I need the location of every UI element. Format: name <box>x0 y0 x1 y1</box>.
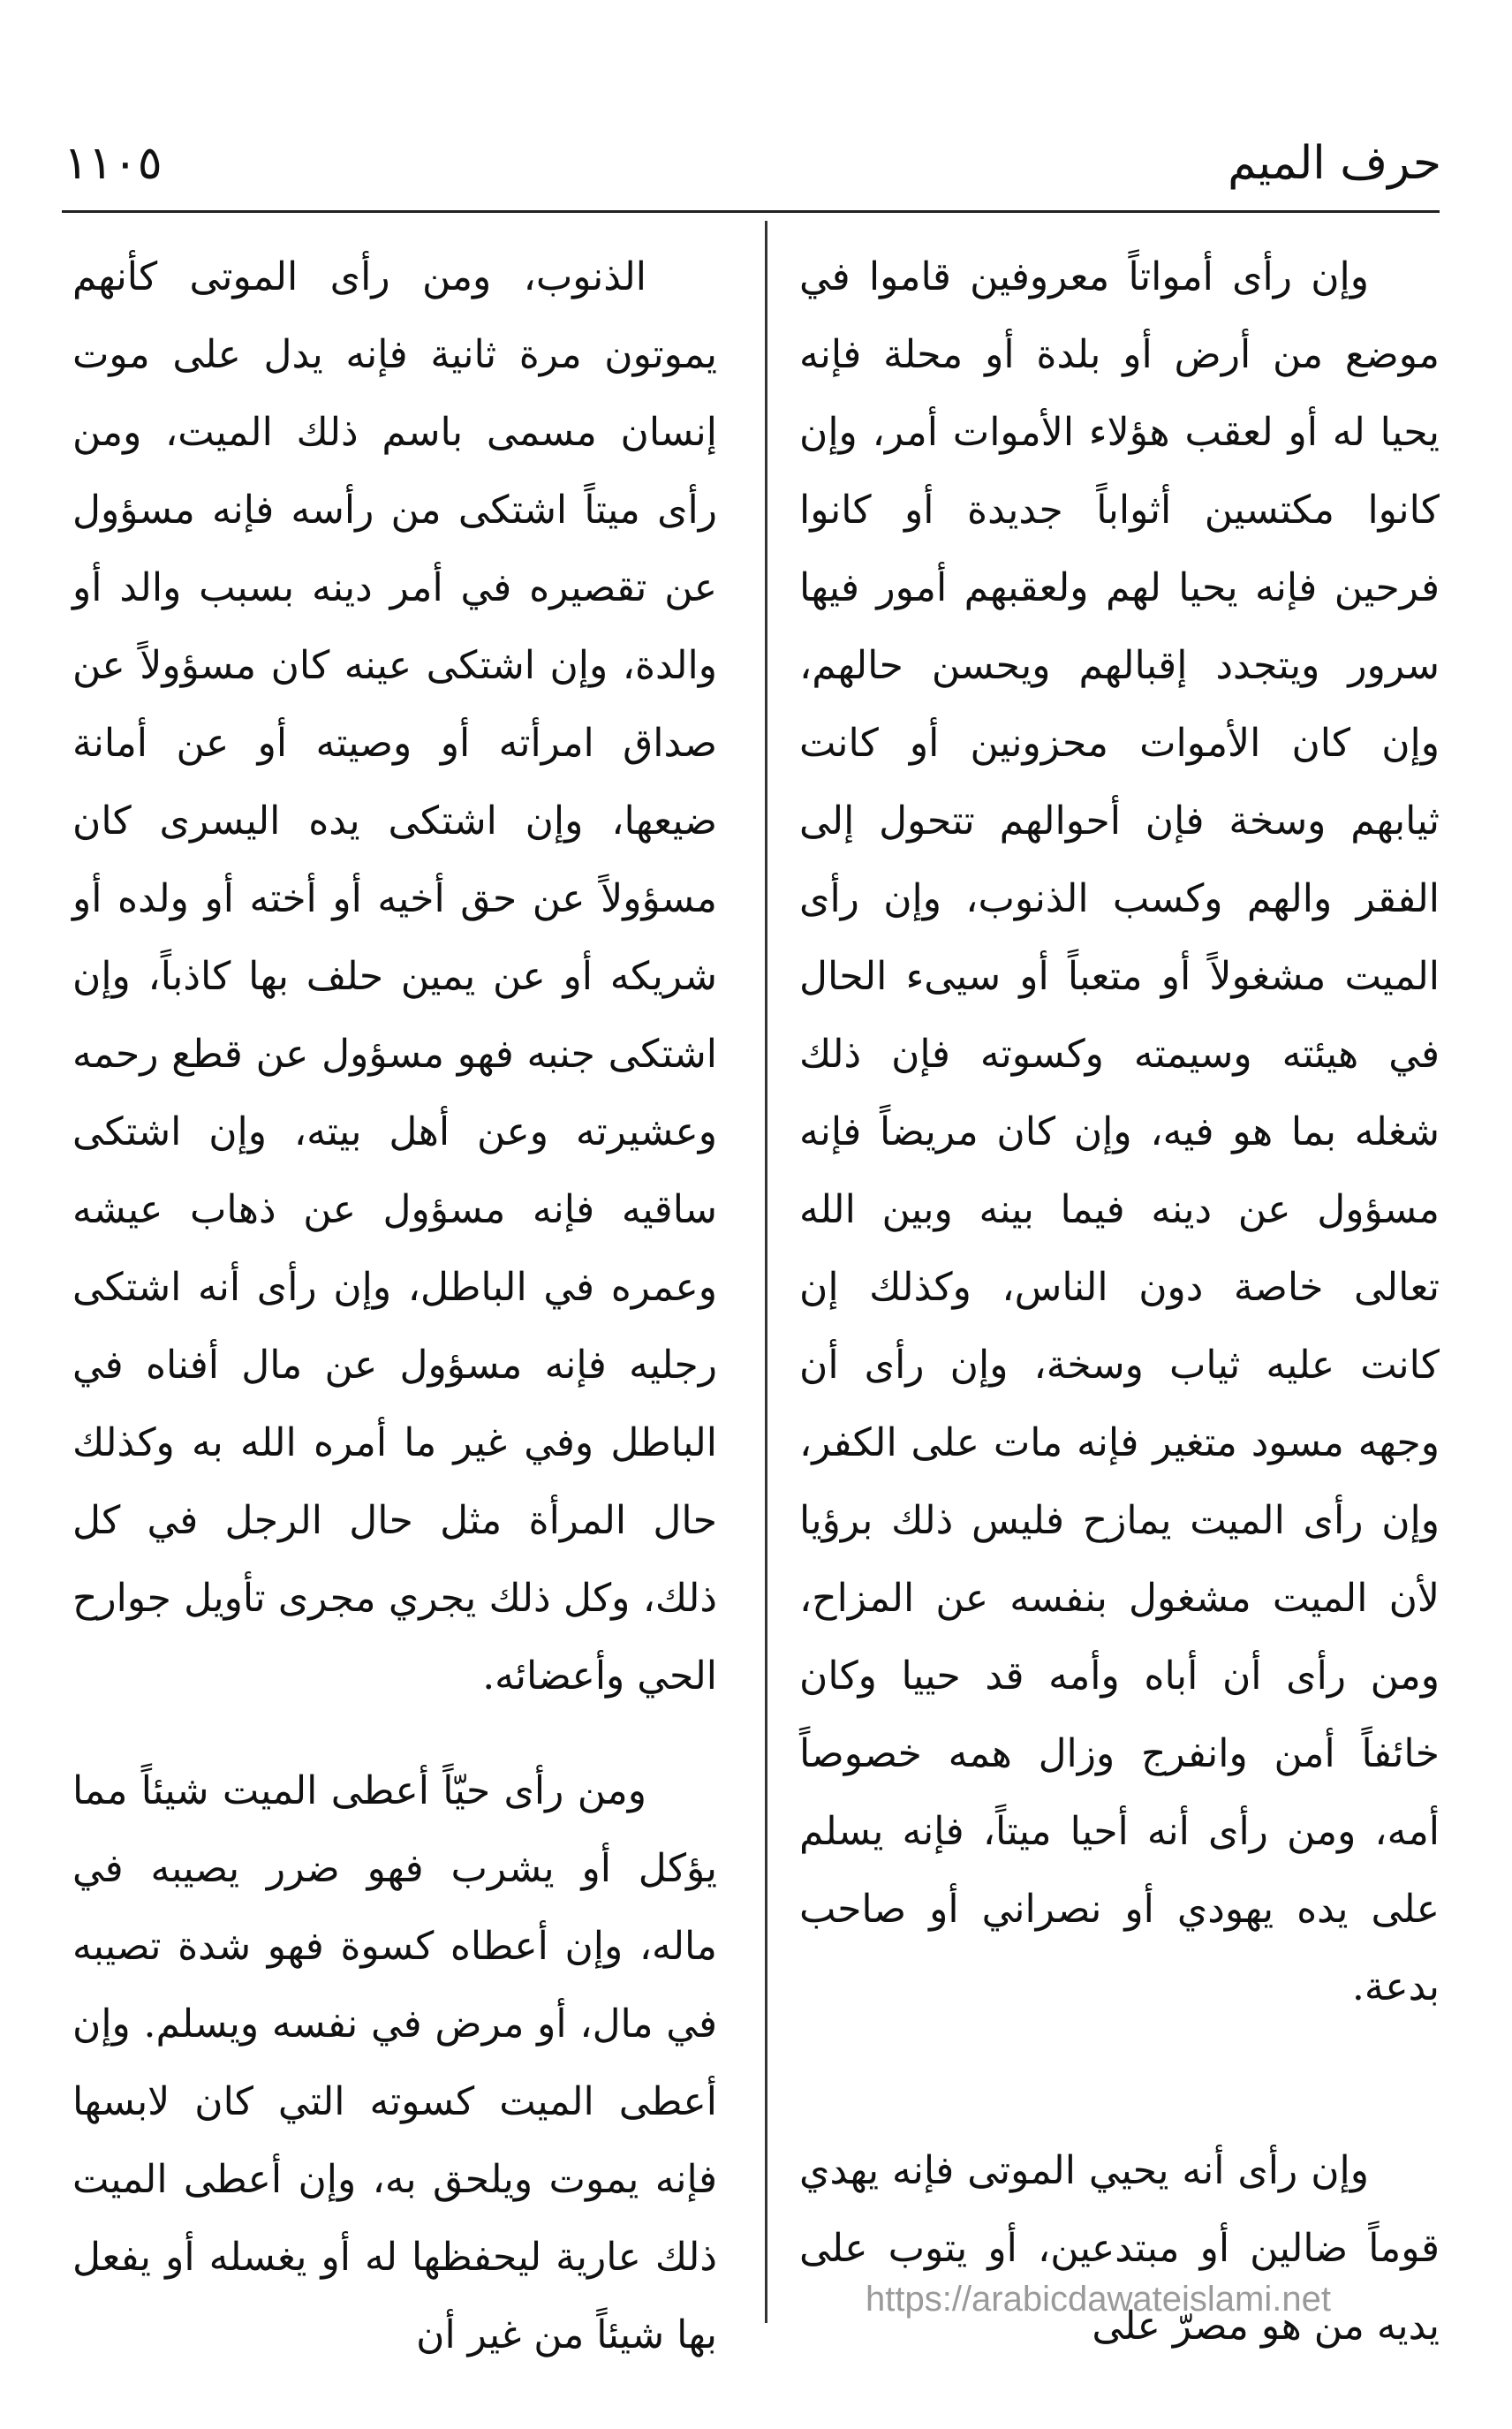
page-number: ١١٠٥ <box>64 137 163 190</box>
header-rule <box>62 210 1440 213</box>
left-column <box>72 238 717 2374</box>
watermark-url: https://arabicdawateislami.net <box>866 2280 1331 2319</box>
paragraph-gap <box>72 1715 717 1752</box>
paragraph: وإن رأى أنه يحيي الموتى فإنه يهدي قوماً ضالين أو مبتدعين، أو يتوب على يديه من هو مصرّ على <box>799 2148 1440 2349</box>
page-header <box>0 0 1512 221</box>
paragraph: ومن رأى حيّاً أعطى الميت شيئاً مما يؤكل أو يشرب فهو ضرر يصيبه في ماله، وإن أعطاه كسوة فهو شدة تصيبه في مال، أو مرض في نفسه ويسلم. وإن أعطى الميت كسوته التي كان لابسها فإنه يموت ويلحق به، وإن أعطى الميت ذلك عارية ليحفظها له أو يغسله أو يفعل بها شيئاً من غير أن <box>72 1768 717 2357</box>
running-title: حرف الميم <box>1228 137 1441 190</box>
column-divider <box>765 221 767 2323</box>
paragraph-gap <box>799 2026 1440 2132</box>
paragraph: الذنوب، ومن رأى الموتى كأنهم يموتون مرة ثانية فإنه يدل على موت إنسان مسمى باسم ذلك الميت، ومن رأى ميتاً اشتكى من رأسه فإنه مسؤول عن تقصيره في أمر دينه بسبب والد أو والدة، وإن اشتكى عينه كان مسؤولاً عن صداق امرأته أو وصيته أو عن أمانة ضيعها، وإن اشتكى يده اليسرى كان مسؤولاً عن حق أخيه أو أخته أو ولده أو شريكه أو عن يمين حلف بها كاذباً، وإن اشتكى جنبه فهو مسؤول عن قطع رحمه وعشيرته وعن أهل بيته، وإن اشتكى ساقيه فإنه مسؤول عن ذهاب عيشه وعمره في الباطل، وإن رأى أنه اشتكى رجليه فإنه مسؤول عن مال أفناه في الباطل وفي غير ما أمره الله به وكذلك حال المرأة مثل حال الرجل في كل ذلك، وكل ذلك يجري مجرى تأويل جوارح الحي وأعضائه. <box>72 254 717 1699</box>
right-column <box>799 238 1440 2365</box>
paragraph: وإن رأى أمواتاً معروفين قاموا في موضع من أرض أو بلدة أو محلة فإنه يحيا له أو لعقب هؤلاء الأموات أمر، وإن كانوا مكتسين أثواباً جديدة أو كانوا فرحين فإنه يحيا لهم ولعقبهم أمور فيها سرور ويتجدد إقبالهم ويحسن حالهم، وإن كان الأموات محزونين أو كانت ثيابهم وسخة فإن أحوالهم تتحول إلى الفقر والهم وكسب الذنوب، وإن رأى الميت مشغولاً أو متعباً أو سيىء الحال في هيئته وسيمته وكسوته فإن ذلك شغله بما هو فيه، وإن كان مريضاً فإنه مسؤول عن دينه فيما بينه وبين الله تعالى خاصة دون الناس، وكذلك إن كانت عليه ثياب وسخة، وإن رأى أن وجهه مسود متغير فإنه مات على الكفر، وإن رأى الميت يمازح فليس ذلك برؤيا لأن الميت مشغول بنفسه عن المزاح، ومن رأى أن أباه وأمه قد حييا وكان خائفاً أمن وانفرج وزال همه خصوصاً أمه، ومن رأى أنه أحيا ميتاً، فإنه يسلم على يده يهودي أو نصراني أو صاحب بدعة. <box>799 254 1440 2009</box>
